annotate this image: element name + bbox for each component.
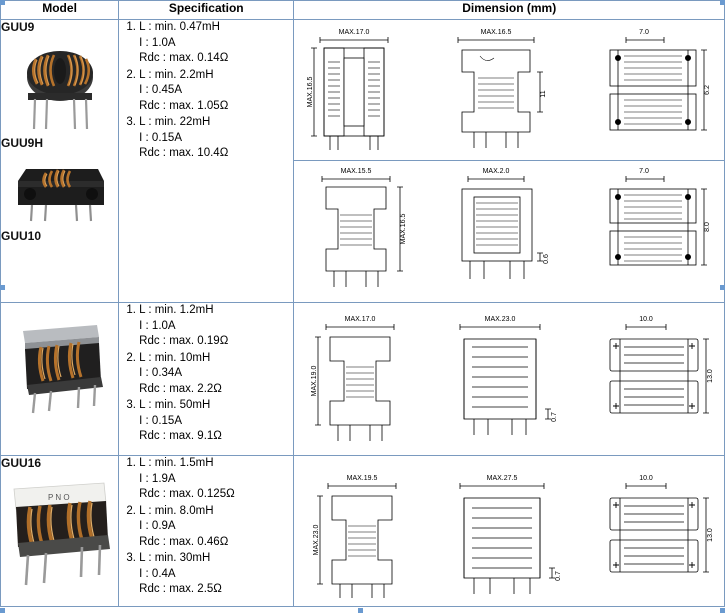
svg-text:P N O: P N O — [47, 493, 70, 502]
spec-line: I : 0.4A — [139, 567, 176, 580]
spec-item — [139, 351, 293, 398]
spec-cell-row3 — [119, 456, 294, 607]
header-model: Model — [1, 1, 119, 20]
table-row — [1, 303, 725, 456]
spec-line: Rdc : max. 0.19Ω — [139, 335, 229, 347]
spec-item — [139, 303, 293, 350]
dim-label: 7.0 — [639, 29, 650, 36]
spec-line: 2. L : min. 8.0mH — [139, 504, 214, 517]
corner-mark — [720, 285, 725, 290]
dim-label: MAX.15.5 — [341, 168, 372, 175]
corner-mark — [0, 608, 5, 613]
dim-label: 7.0 — [639, 168, 650, 175]
spec-line: Rdc : max. 2.2Ω — [139, 382, 222, 395]
spec-line: I : 0.15A — [139, 414, 182, 427]
spec-line: 3. L : min. 50mH — [139, 399, 211, 411]
dimension-drawing-guu9-front — [294, 20, 722, 160]
dim-label: 0.7 — [555, 571, 563, 581]
spec-item — [139, 20, 293, 67]
spec-line: 1. L : min. 1.5mH — [139, 457, 214, 469]
spec-item — [139, 115, 293, 162]
product-photo-guu16 — [4, 473, 116, 591]
dimension-cell-row2 — [294, 303, 725, 456]
model-cell-row2 — [1, 303, 119, 456]
dim-label: 10.0 — [639, 316, 654, 323]
header-specification: Specification — [119, 1, 294, 20]
dim-label: 6.2 — [704, 85, 712, 95]
product-photo-guu9 — [8, 37, 112, 132]
dim-label: MAX.16.5 — [400, 213, 408, 245]
spec-list-row2 — [119, 303, 293, 445]
spec-line: Rdc : max. 0.14Ω — [139, 52, 229, 64]
dim-label: MAX.16.5 — [307, 76, 315, 108]
spec-list-row1 — [119, 20, 293, 162]
dim-label: 13.0 — [707, 369, 715, 383]
spec-line: 3. L : min. 30mH — [139, 552, 211, 564]
spec-line: Rdc : max. 9.1Ω — [139, 430, 222, 442]
table-header-row — [1, 1, 725, 20]
model-label-guu9: GUU9 — [1, 20, 35, 34]
product-photo-guu9h — [6, 153, 114, 225]
spec-line: I : 1.0A — [139, 36, 176, 49]
corner-mark — [720, 608, 725, 613]
product-photo-guu10 — [7, 311, 113, 419]
spec-line: I : 0.15A — [139, 131, 182, 144]
spec-line: Rdc : max. 0.46Ω — [139, 535, 229, 548]
dim-label: MAX.2.0 — [482, 168, 510, 175]
header-dimension: Dimension (mm) — [294, 1, 725, 20]
dimension-cell-row1 — [294, 20, 725, 303]
spec-line: Rdc : max. 1.05Ω — [139, 99, 229, 112]
spec-line: I : 1.9A — [139, 472, 176, 485]
dim-label: MAX.19.5 — [347, 475, 378, 482]
spec-item — [139, 456, 293, 503]
dim-label: 8.0 — [704, 222, 712, 232]
model-label-guu10-row1: GUU10 — [1, 229, 42, 243]
dim-label: MAX.23.0 — [485, 316, 516, 323]
table-row — [1, 456, 725, 607]
dimension-drawing-guu10 — [294, 303, 722, 455]
spec-line: 1. L : min. 1.2mH — [139, 304, 214, 316]
spec-item — [139, 504, 293, 551]
corner-mark — [358, 608, 363, 613]
spec-line: 2. L : min. 2.2mH — [139, 68, 214, 81]
spec-line: Rdc : max. 0.125Ω — [139, 488, 235, 500]
model-label-guu9h: GUU9H — [1, 136, 44, 150]
dim-label: MAX.23.0 — [313, 524, 321, 556]
dimension-cell-row3 — [294, 456, 725, 607]
spec-list-row3 — [119, 456, 293, 598]
corner-mark — [0, 285, 5, 290]
dimension-drawing-guu9h — [294, 161, 722, 302]
dim-label: 13.0 — [707, 528, 715, 542]
dim-label: 0.6 — [543, 254, 551, 264]
dim-label: MAX.17.0 — [345, 316, 376, 323]
spec-line: 3. L : min. 22mH — [139, 116, 211, 128]
dim-label: 10.0 — [639, 475, 654, 482]
model-cell-row1 — [1, 20, 119, 303]
dim-label: 0.7 — [551, 412, 559, 422]
dim-label: MAX.16.5 — [481, 29, 512, 36]
dim-label: MAX.19.0 — [311, 365, 319, 397]
corner-mark — [0, 0, 5, 5]
dim-label: MAX.17.0 — [339, 29, 370, 36]
spec-line: 2. L : min. 10mH — [139, 351, 211, 364]
spec-line: I : 1.0A — [139, 319, 176, 332]
spec-cell-row1 — [119, 20, 294, 303]
dimension-drawing-guu16 — [294, 456, 722, 606]
model-label-guu16: GUU16 — [1, 456, 42, 470]
table-row — [1, 20, 725, 303]
corner-mark — [720, 0, 725, 5]
spec-cell-row2 — [119, 303, 294, 456]
spec-item — [139, 398, 293, 445]
spec-item — [139, 551, 293, 598]
spec-line: Rdc : max. 10.4Ω — [139, 147, 229, 159]
spec-line: I : 0.9A — [139, 520, 176, 532]
spec-line: I : 0.34A — [139, 367, 182, 379]
spec-line: I : 0.45A — [139, 84, 182, 96]
spec-item — [139, 68, 293, 115]
spec-line: Rdc : max. 2.5Ω — [139, 583, 222, 595]
dim-label: 11 — [540, 90, 548, 98]
dim-label: MAX.27.5 — [487, 475, 518, 482]
spec-line: 1. L : min. 0.47mH — [139, 21, 220, 33]
model-cell-row3 — [1, 456, 119, 607]
